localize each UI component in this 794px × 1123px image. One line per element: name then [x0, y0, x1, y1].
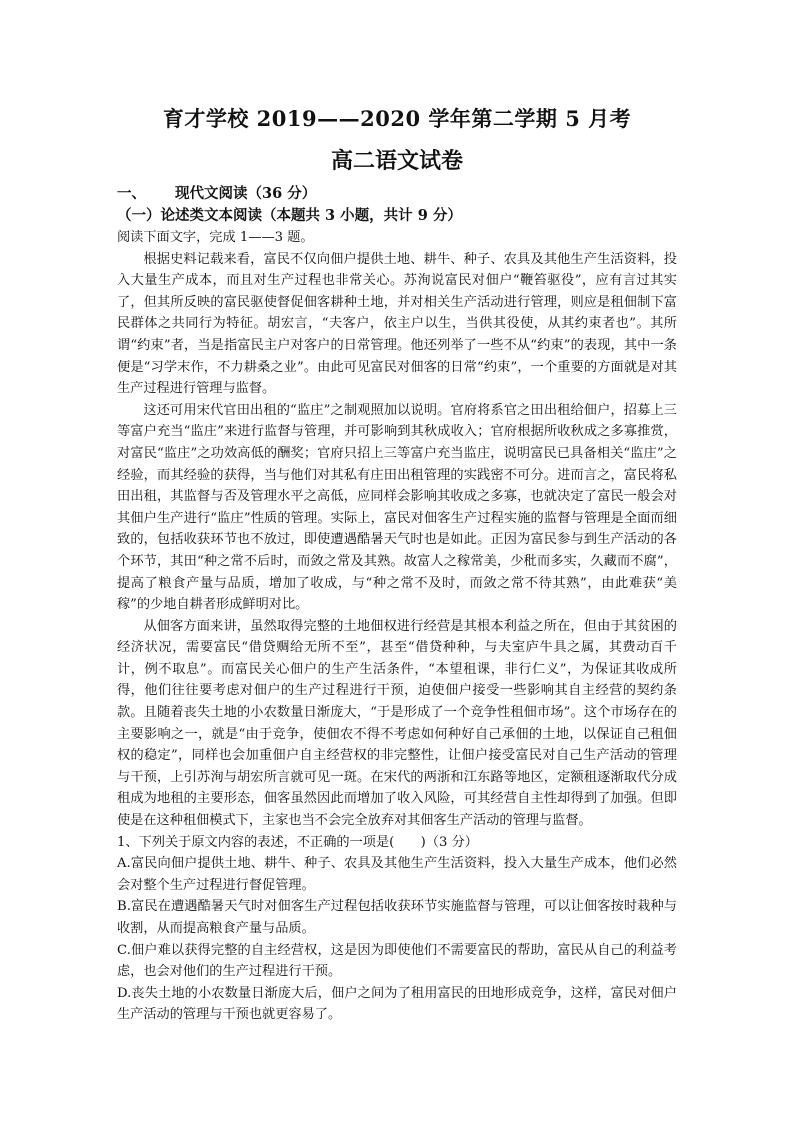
- passage: [117, 227, 677, 1026]
- question-1-option-c: C.佃户难以获得完整的自主经营权，这是因为即使他们不需要富民的帮助，富民从自己的利益考虑，也会对他们的生产过程进行干预。: [117, 942, 677, 980]
- reading-instruction: 阅读下面文字，完成 1——3 题。: [117, 230, 314, 245]
- question-1-option-b: B.富民在遭遇酷暑天气时对佃客生产过程包括收获环节实施监督与管理，可以让佃客按时栽种与收割，从而提高粮食产量与品质。: [117, 899, 677, 936]
- question-1-option-d: D.丧失土地的小农数量日渐庞大后，佃户之间为了租用富民的田地形成竞争，这样，富民对佃户生产活动的管理与干预也就更容易了。: [117, 985, 677, 1023]
- question-1-stem: 1、下列关于原文内容的表述，不正确的一项是( )（3 分）: [117, 834, 478, 850]
- subsection-heading: （一）论述类文本阅读（本题共 3 小题，共计 9 分）: [117, 207, 462, 224]
- passage-paragraph-2: 这还可用宋代官田出租的“监庄”之制观照加以说明。官府将系官之田出租给佃户，招募上三等富户充当“监庄”来进行监督与管理，并可影响到其秋成收入；官府根据所收秋成之多寡推赏，对富民“监庄”之功效高低的酬奖；官府只招上三等富户充当监庄，说明富民已具备相关“监庄”之经验，而其经验的获得，当与他们对其私有庄田出租管理的实践密不可分。进而言之，富民将私田出租，其监督与否及管理水平之高低，应同样会影响其收成之多寡，也就决定了富民一般会对其佃户生产进行“监庄”性质的管理。实际上，富民对佃客生产过程实施的监督与管理是全面而细致的，包括收获环节也不放过，即使遭遇酷暑天气时也是如此。正因为富民参与到生产活动的各个环节，其田“种之常不后时，而敛之常及其熟。故富人之稼常美，少秕而多实，久藏而不腐”，提高了粮食产量与品质，增加了收成，与“种之常不及时，而敛之常不待其熟”，由此难获“美稼”的少地自耕者形成鲜明对比。: [117, 402, 677, 613]
- exam-subtitle: 高二语文试卷: [330, 148, 463, 174]
- passage-paragraph-3: 从佃客方面来讲，虽然取得完整的土地佃权进行经营是其根本利益之所在，但由于其贫困的经济状况，需要富民“借贷赒给无所不至”，甚至“借贷种种，与夫室庐牛具之属，其费动百千计，例不取息”。而富民关心佃户的生产生活条件，“本望租课，非行仁义”，为保证其收成所得，他们往往要考虑对佃户的生产过程进行干预，迫使佃户接受一些影响其自主经营的契约条款。且随着丧失土地的小农数量日渐庞大，“于是形成了一个竞争性租佃市场”。这个市场存在的主要影响之一，就是“由于竞争，使佃农不得不考虑如何种好自己承佃的土地，以保证自己租佃权的稳定”，同样也会加重佃户自主经营权的非完整性，让佃户接受富民对自己生产活动的管理与干预，上引苏洵与胡宏所言就可见一斑。在宋代的两浙和江东路等地区，定额租逐渐取代分成租成为地租的主要形态，佃客虽然因此而增加了收入风险，可其经营自主性却得到了加强。但即使是在这种租佃模式下，主家也当不会完全放弃对其佃客生产活动的管理与监督。: [117, 618, 677, 829]
- section-heading: [117, 183, 677, 205]
- question-1-option-a: A.富民向佃户提供土地、耕牛、种子、农具及其他生产生活资料，投入大量生产成本，他们必然会对整个生产过程进行督促管理。: [117, 856, 677, 893]
- exam-title: 育才学校 2019——2020 学年第二学期 5 月考: [162, 106, 632, 131]
- section-label: 现代文阅读（36 分）: [175, 185, 317, 202]
- passage-paragraph-1: 根据史料记载来看，富民不仅向佃户提供土地、耕牛、种子、农具及其他生产生活资料，投入大量生产成本，而且对生产过程也非常关心。苏洵说富民对佃户“鞭笞驱役”，应有言过其实了，但其所反映的富民驱使督促佃客耕种土地，并对相关生产活动进行管理，则应是租佃制下富民群体之共同行为特征。胡宏言，“夫客户，依主户以生，当供其役使，从其约束者也”。其所谓“约束”者，当是指富民主户对客户的日常管理。他还列举了一些不从“约束”的表现，其中一条便是“习学末作，不力耕桑之业”。由此可见富民对佃客的日常“约束”，一个重要的方面就是对其生产过程进行管理与监督。: [117, 251, 677, 397]
- section-number: 一、: [117, 185, 146, 202]
